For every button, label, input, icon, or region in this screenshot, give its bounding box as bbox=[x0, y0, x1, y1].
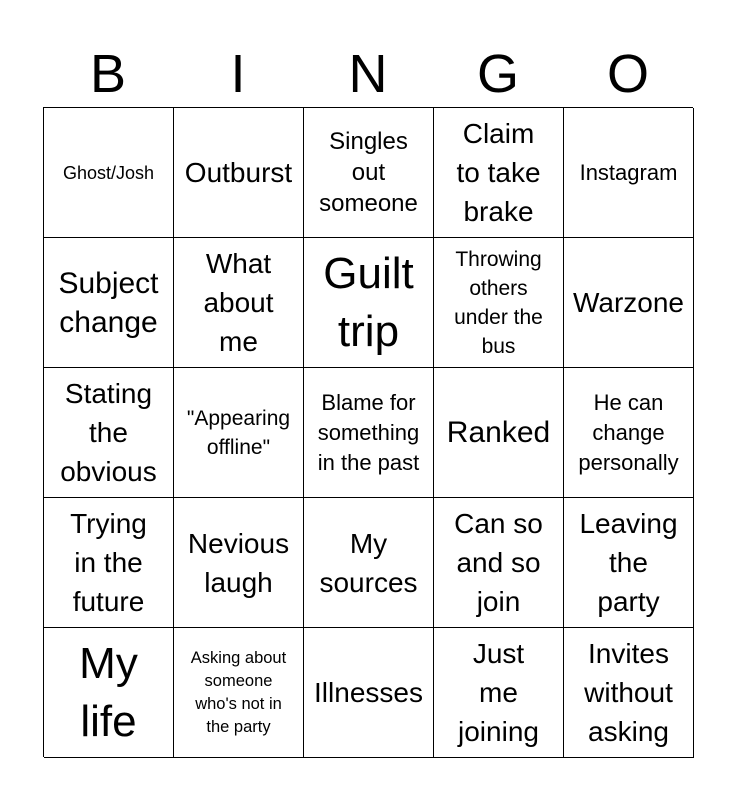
bingo-header bbox=[43, 40, 693, 108]
bingo-cell-r1-c1[interactable] bbox=[44, 108, 174, 238]
cell-label: Leaving the party bbox=[579, 508, 678, 617]
cell-label: Illnesses bbox=[314, 677, 423, 708]
bingo-cell-r3-c4[interactable] bbox=[434, 368, 564, 498]
bingo-cell-r1-c3[interactable] bbox=[304, 108, 434, 238]
bingo-cell-r3-c1[interactable] bbox=[44, 368, 174, 498]
header-letter-g: G bbox=[476, 44, 519, 104]
cell-label: Claim to take brake bbox=[456, 118, 541, 227]
bingo-cell-r2-c4[interactable] bbox=[434, 238, 564, 368]
cell-label: Ranked bbox=[446, 416, 551, 449]
cell-label: Nevious laugh bbox=[187, 527, 290, 598]
bingo-cell-r4-c4[interactable] bbox=[434, 498, 564, 628]
bingo-cell-r4-c2[interactable] bbox=[174, 498, 304, 628]
header-letter-n: N bbox=[348, 44, 388, 104]
bingo-cell-r5-c3[interactable] bbox=[304, 628, 434, 758]
bingo-card-grid bbox=[43, 107, 693, 757]
cell-label: Asking about someone who's not in the party bbox=[190, 648, 287, 736]
cell-label: My life bbox=[79, 638, 138, 746]
bingo-cell-r4-c3[interactable] bbox=[304, 498, 434, 628]
bingo-cell-r5-c5[interactable] bbox=[564, 628, 694, 758]
cell-label: He can change personally bbox=[578, 389, 679, 475]
cell-label: Ghost/Josh bbox=[62, 162, 155, 183]
cell-label: Blame for something in the past bbox=[317, 389, 420, 475]
bingo-cell-r1-c2[interactable] bbox=[174, 108, 304, 238]
cell-label: Trying in the future bbox=[70, 508, 147, 617]
cell-label: Can so and so join bbox=[454, 508, 543, 617]
bingo-cell-r5-c4[interactable] bbox=[434, 628, 564, 758]
bingo-cell-r5-c2[interactable] bbox=[174, 628, 304, 758]
cell-label: Outburst bbox=[184, 157, 293, 188]
bingo-cell-r2-c3[interactable] bbox=[304, 238, 434, 368]
cell-label: Guilt trip bbox=[323, 248, 414, 356]
cell-label: Subject change bbox=[58, 266, 159, 339]
cell-label: Singles out someone bbox=[319, 128, 418, 217]
bingo-cell-r3-c3[interactable] bbox=[304, 368, 434, 498]
bingo-cell-r1-c5[interactable] bbox=[564, 108, 694, 238]
cell-label: Warzone bbox=[572, 287, 684, 318]
cell-label: Just me joining bbox=[458, 638, 539, 747]
bingo-cell-r3-c2[interactable] bbox=[174, 368, 304, 498]
bingo-cell-r5-c1[interactable] bbox=[44, 628, 174, 758]
cell-label: My sources bbox=[319, 527, 418, 598]
header-letter-o: O bbox=[606, 44, 649, 104]
bingo-cell-r1-c4[interactable] bbox=[434, 108, 564, 238]
bingo-cell-r4-c1[interactable] bbox=[44, 498, 174, 628]
header-letter-b: B bbox=[89, 44, 127, 104]
cell-label: What about me bbox=[203, 248, 274, 357]
cell-label: "Appearing offline" bbox=[186, 406, 291, 459]
header-letter-i: I bbox=[230, 44, 246, 104]
bingo-cell-r2-c2[interactable] bbox=[174, 238, 304, 368]
cell-label: Invites without asking bbox=[584, 638, 673, 747]
bingo-cell-r4-c5[interactable] bbox=[564, 498, 694, 628]
cell-label: Stating the obvious bbox=[60, 378, 157, 487]
cell-label: Throwing others under the bus bbox=[454, 247, 543, 358]
bingo-cell-r2-c1[interactable] bbox=[44, 238, 174, 368]
bingo-cell-r2-c5[interactable] bbox=[564, 238, 694, 368]
cell-label: Instagram bbox=[579, 159, 678, 185]
bingo-cell-r3-c5[interactable] bbox=[564, 368, 694, 498]
